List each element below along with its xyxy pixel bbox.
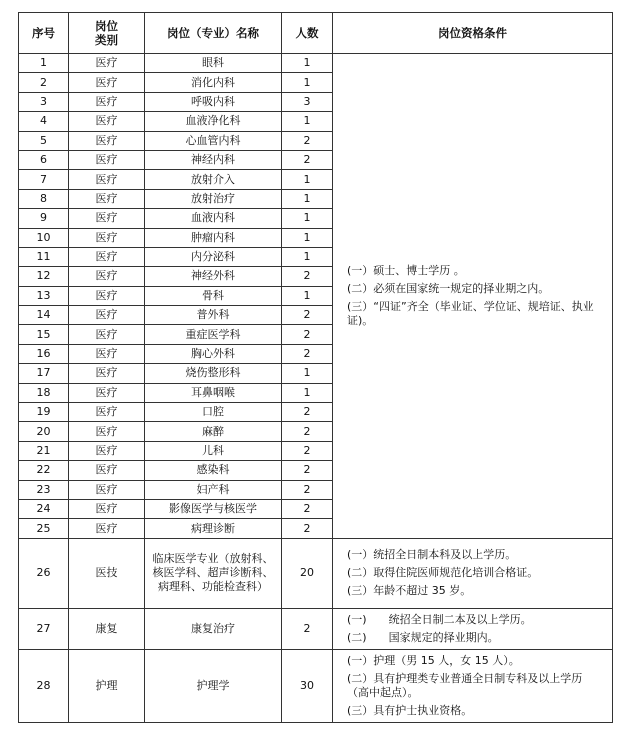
- cell-count: 30: [282, 649, 333, 722]
- cell-category: 医疗: [69, 54, 145, 73]
- cell-name: 胸心外科: [145, 344, 282, 363]
- cell-name: 血液内科: [145, 209, 282, 228]
- header-count: 人数: [282, 13, 333, 54]
- cell-requirements-group: [333, 54, 613, 539]
- cell-seq: 11: [19, 247, 69, 266]
- cell-seq: 13: [19, 286, 69, 305]
- cell-name: 口腔: [145, 403, 282, 422]
- cell-name: 影像医学与核医学: [145, 499, 282, 518]
- cell-seq: 17: [19, 364, 69, 383]
- cell-category: 医疗: [69, 247, 145, 266]
- cell-category: 医疗: [69, 131, 145, 150]
- cell-name: 放射治疗: [145, 189, 282, 208]
- cell-name: 放射介入: [145, 170, 282, 189]
- cell-count: 2: [282, 422, 333, 441]
- cell-category: 医技: [69, 538, 145, 608]
- cell-seq: 28: [19, 649, 69, 722]
- cell-seq: 4: [19, 112, 69, 131]
- header-name: 岗位（专业）名称: [145, 13, 282, 54]
- cell-seq: 9: [19, 209, 69, 228]
- cell-count: 1: [282, 189, 333, 208]
- requirement-line: (三）年龄不超过 35 岁。: [347, 584, 472, 598]
- requirement-line: (三）“四证”齐全（毕业证、学位证、规培证、执业证)。: [347, 299, 594, 327]
- cell-category: 医疗: [69, 422, 145, 441]
- cell-count: 1: [282, 383, 333, 402]
- cell-count: 2: [282, 499, 333, 518]
- cell-name: 肿瘤内科: [145, 228, 282, 247]
- cell-count: 1: [282, 364, 333, 383]
- cell-count: 2: [282, 608, 333, 649]
- table-body: [19, 54, 613, 723]
- cell-count: 2: [282, 519, 333, 538]
- cell-category: 医疗: [69, 209, 145, 228]
- cell-seq: 22: [19, 461, 69, 480]
- cell-count: 2: [282, 131, 333, 150]
- cell-category: 医疗: [69, 267, 145, 286]
- cell-name: 耳鼻咽喉: [145, 383, 282, 402]
- cell-category: 医疗: [69, 461, 145, 480]
- cell-name: 消化内科: [145, 73, 282, 92]
- cell-seq: 14: [19, 306, 69, 325]
- cell-category: 康复: [69, 608, 145, 649]
- cell-seq: 27: [19, 608, 69, 649]
- cell-count: 3: [282, 92, 333, 111]
- cell-requirements: [333, 608, 613, 649]
- cell-name: 重症医学科: [145, 325, 282, 344]
- requirement-line: (一）统招全日制本科及以上学历。: [347, 548, 517, 562]
- cell-count: 2: [282, 480, 333, 499]
- cell-seq: 16: [19, 344, 69, 363]
- cell-seq: 26: [19, 538, 69, 608]
- recruitment-table: [18, 12, 613, 723]
- cell-category: 医疗: [69, 189, 145, 208]
- cell-category: 医疗: [69, 306, 145, 325]
- cell-seq: 25: [19, 519, 69, 538]
- cell-name: 临床医学专业（放射科、核医学科、超声诊断科、病理科、功能检查科）: [145, 538, 282, 608]
- cell-seq: 2: [19, 73, 69, 92]
- cell-seq: 24: [19, 499, 69, 518]
- cell-count: 1: [282, 286, 333, 305]
- cell-count: 2: [282, 344, 333, 363]
- cell-requirements: [333, 649, 613, 722]
- cell-category: 医疗: [69, 170, 145, 189]
- cell-category: 医疗: [69, 383, 145, 402]
- cell-category: 医疗: [69, 73, 145, 92]
- cell-count: 2: [282, 306, 333, 325]
- cell-seq: 20: [19, 422, 69, 441]
- cell-seq: 5: [19, 131, 69, 150]
- cell-category: 医疗: [69, 112, 145, 131]
- cell-category: 医疗: [69, 364, 145, 383]
- cell-seq: 6: [19, 150, 69, 169]
- cell-name: 内分泌科: [145, 247, 282, 266]
- cell-category: 医疗: [69, 519, 145, 538]
- cell-count: 1: [282, 170, 333, 189]
- requirement-line: (三）具有护士执业资格。: [347, 703, 473, 717]
- cell-name: 普外科: [145, 306, 282, 325]
- cell-seq: 19: [19, 403, 69, 422]
- cell-category: 医疗: [69, 441, 145, 460]
- cell-requirements: [333, 538, 613, 608]
- header-requirements: 岗位资格条件: [333, 13, 613, 54]
- table-row: [19, 649, 613, 722]
- cell-seq: 23: [19, 480, 69, 499]
- cell-seq: 7: [19, 170, 69, 189]
- requirement-line: (一）硕士、博士学历 。: [347, 263, 465, 277]
- requirement-line: (二）具有护理类专业普通全日制专科及以上学历（高中起点）。: [347, 671, 583, 699]
- cell-count: 2: [282, 325, 333, 344]
- cell-count: 1: [282, 247, 333, 266]
- cell-seq: 21: [19, 441, 69, 460]
- cell-seq: 15: [19, 325, 69, 344]
- cell-name: 呼吸内科: [145, 92, 282, 111]
- cell-category: 医疗: [69, 480, 145, 499]
- header-seq: 序号: [19, 13, 69, 54]
- table-row: [19, 608, 613, 649]
- table-row: [19, 538, 613, 608]
- requirement-line: (二）取得住院医师规范化培训合格证。: [347, 566, 539, 580]
- header-category: 岗位 类别: [69, 13, 145, 54]
- cell-count: 1: [282, 209, 333, 228]
- cell-count: 2: [282, 403, 333, 422]
- cell-count: 20: [282, 538, 333, 608]
- cell-seq: 18: [19, 383, 69, 402]
- cell-category: 医疗: [69, 344, 145, 363]
- cell-category: 医疗: [69, 499, 145, 518]
- cell-name: 康复治疗: [145, 608, 282, 649]
- requirement-line: (一) 统招全日制二本及以上学历。: [347, 612, 532, 626]
- cell-seq: 12: [19, 267, 69, 286]
- cell-count: 2: [282, 441, 333, 460]
- cell-name: 骨科: [145, 286, 282, 305]
- cell-category: 医疗: [69, 228, 145, 247]
- cell-seq: 8: [19, 189, 69, 208]
- cell-name: 眼科: [145, 54, 282, 73]
- cell-name: 血液净化科: [145, 112, 282, 131]
- cell-name: 神经外科: [145, 267, 282, 286]
- cell-name: 神经内科: [145, 150, 282, 169]
- cell-category: 医疗: [69, 325, 145, 344]
- cell-category: 医疗: [69, 150, 145, 169]
- cell-count: 1: [282, 54, 333, 73]
- cell-name: 感染科: [145, 461, 282, 480]
- cell-category: 医疗: [69, 286, 145, 305]
- cell-category: 护理: [69, 649, 145, 722]
- cell-seq: 1: [19, 54, 69, 73]
- table-row: [19, 54, 613, 73]
- requirement-line: (二) 国家规定的择业期内。: [347, 630, 499, 644]
- cell-seq: 3: [19, 92, 69, 111]
- cell-name: 妇产科: [145, 480, 282, 499]
- cell-count: 1: [282, 73, 333, 92]
- cell-count: 2: [282, 267, 333, 286]
- cell-name: 护理学: [145, 649, 282, 722]
- header-row: [19, 13, 613, 54]
- cell-count: 1: [282, 228, 333, 247]
- cell-name: 儿科: [145, 441, 282, 460]
- cell-name: 麻醉: [145, 422, 282, 441]
- cell-name: 病理诊断: [145, 519, 282, 538]
- cell-count: 2: [282, 461, 333, 480]
- cell-name: 烧伤整形科: [145, 364, 282, 383]
- cell-seq: 10: [19, 228, 69, 247]
- cell-count: 2: [282, 150, 333, 169]
- requirement-line: (二）必须在国家统一规定的择业期之内。: [347, 281, 550, 295]
- cell-name: 心血管内科: [145, 131, 282, 150]
- cell-category: 医疗: [69, 403, 145, 422]
- requirement-line: (一）护理（男 15 人，女 15 人）。: [347, 653, 520, 667]
- cell-count: 1: [282, 112, 333, 131]
- cell-category: 医疗: [69, 92, 145, 111]
